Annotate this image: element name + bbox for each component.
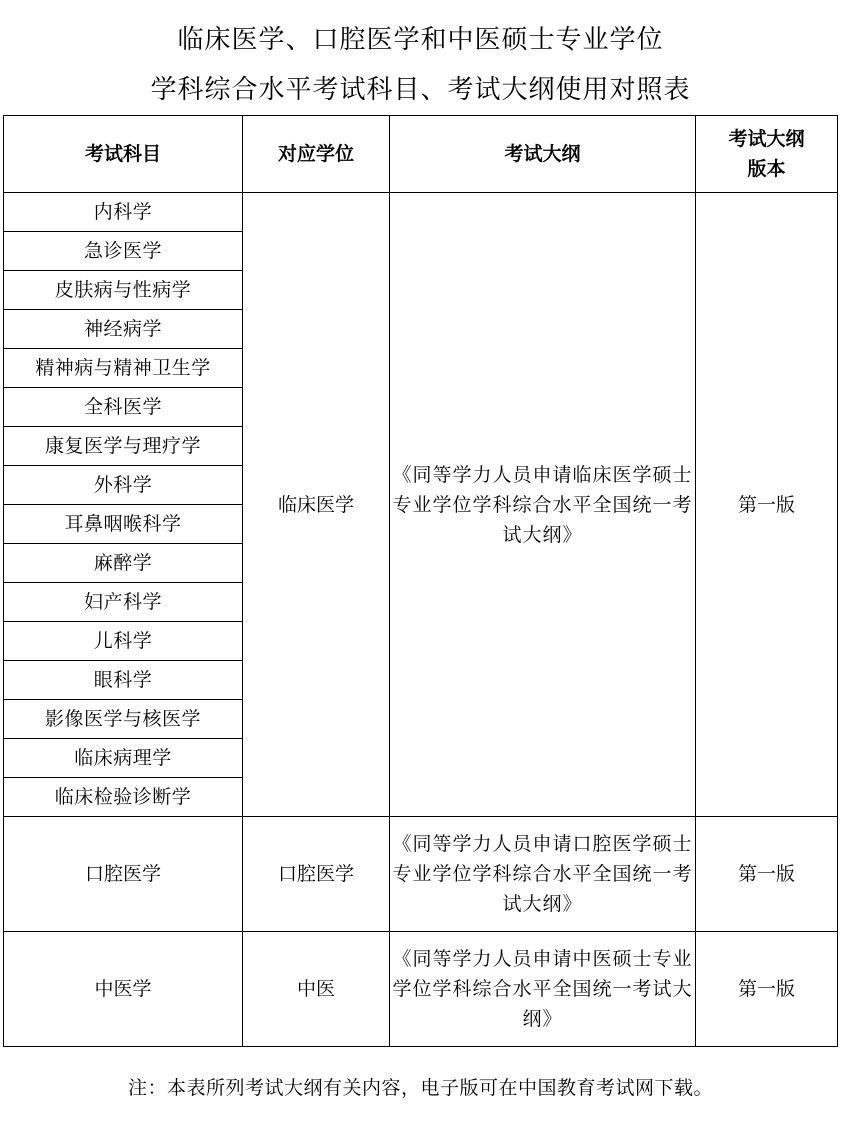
page-title-line2: 学科综合水平考试科目、考试大纲使用对照表	[150, 75, 691, 105]
subject-cell: 临床病理学	[4, 739, 243, 778]
dental-degree-cell: 口腔医学	[243, 817, 390, 932]
subject-cell: 精神病与精神卫生学	[4, 349, 243, 388]
dental-subject-cell: 口腔医学	[4, 817, 243, 932]
subject-cell: 临床检验诊断学	[4, 778, 243, 817]
subject-cell: 皮肤病与性病学	[4, 271, 243, 310]
tcm-version-cell: 第一版	[696, 932, 838, 1047]
subject-cell: 妇产科学	[4, 583, 243, 622]
subject-cell: 眼科学	[4, 661, 243, 700]
header-syllabus: 考试大纲	[390, 116, 696, 193]
header-degree: 对应学位	[243, 116, 390, 193]
dental-syllabus-cell: 《同等学力人员申请口腔医学硕士专业学位学科综合水平全国统一考试大纲》	[390, 817, 696, 932]
exam-table	[3, 115, 838, 1047]
page-title-line1: 临床医学、口腔医学和中医硕士专业学位	[177, 25, 664, 55]
subject-cell: 急诊医学	[4, 232, 243, 271]
tcm-subject-cell: 中医学	[4, 932, 243, 1047]
header-version-line2: 版本	[747, 158, 786, 180]
tcm-degree-cell: 中医	[243, 932, 390, 1047]
table-row	[4, 193, 838, 232]
footnote: 注：本表所列考试大纲有关内容，电子版可在中国教育考试网下载。	[127, 1077, 713, 1099]
subject-cell: 影像医学与核医学	[4, 700, 243, 739]
subject-cell: 全科医学	[4, 388, 243, 427]
subject-cell: 儿科学	[4, 622, 243, 661]
clinical-version-cell: 第一版	[696, 193, 838, 817]
header-version-line1: 考试大纲	[728, 128, 805, 150]
dental-version-cell: 第一版	[696, 817, 838, 932]
clinical-syllabus-cell: 《同等学力人员申请临床医学硕士专业学位学科综合水平全国统一考试大纲》	[390, 193, 696, 817]
subject-cell: 耳鼻咽喉科学	[4, 505, 243, 544]
clinical-degree-cell: 临床医学	[243, 193, 390, 817]
table-header-row	[4, 116, 838, 193]
table-row	[4, 817, 838, 932]
tcm-syllabus-cell: 《同等学力人员申请中医硕士专业学位学科综合水平全国统一考试大纲》	[390, 932, 696, 1047]
header-subject: 考试科目	[4, 116, 243, 193]
subject-cell: 麻醉学	[4, 544, 243, 583]
subject-cell: 神经病学	[4, 310, 243, 349]
header-version	[696, 116, 838, 193]
subject-cell: 外科学	[4, 466, 243, 505]
table-row	[4, 932, 838, 1047]
subject-cell: 康复医学与理疗学	[4, 427, 243, 466]
subject-cell: 内科学	[4, 193, 243, 232]
